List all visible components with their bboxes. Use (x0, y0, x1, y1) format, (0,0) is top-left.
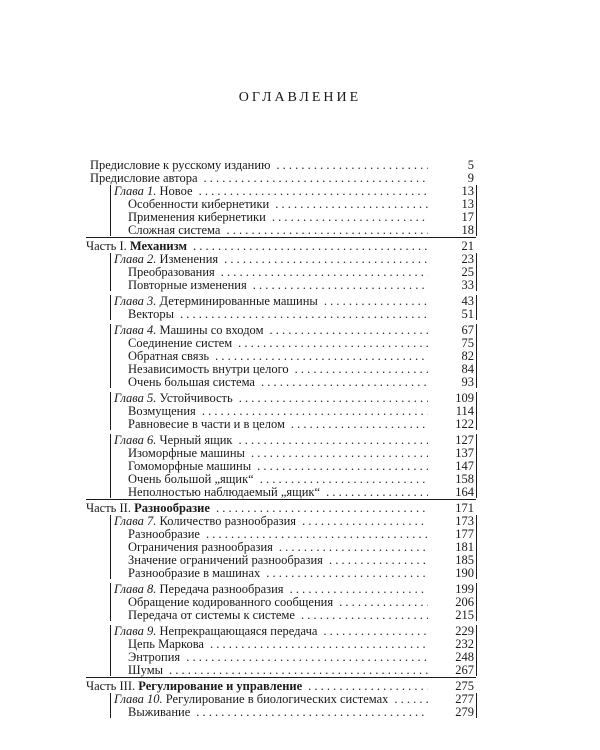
toc-entry-title: Предисловие к русскому изданию (90, 158, 271, 172)
chapter-group-bar (110, 295, 111, 320)
toc-page-number: 171 (455, 501, 474, 515)
toc-entry-title: Особенности кибернетики (128, 197, 270, 211)
toc-page-number: 190 (455, 566, 474, 580)
toc-page-number: 185 (455, 553, 474, 567)
toc-entry-title: Непрекращающаяся передача (159, 624, 318, 638)
dot-leader (291, 417, 428, 432)
toc-entry-title: Устойчивость (159, 391, 233, 405)
toc-entry-title: Предисловие автора (90, 171, 198, 185)
toc-entry-title: Изменения (159, 252, 219, 266)
toc-page-number: 33 (461, 278, 474, 292)
toc-entry-title: Разнообразие в машинах (128, 566, 261, 580)
toc-page-number: 9 (467, 171, 474, 185)
toc-entry-label (128, 307, 174, 322)
chapter-group-bar (476, 253, 477, 291)
toc-entry-title: Механизм (129, 239, 187, 253)
toc-page-number: 158 (455, 472, 474, 486)
toc-entry-title: Неполностью наблюдаемый „ящик“ (128, 485, 321, 499)
toc-entry-prefix: Часть I. (86, 239, 127, 253)
toc-page-number: 229 (455, 624, 474, 638)
toc-entry-section[interactable] (0, 223, 600, 238)
toc-entry-prefix: Глава 7. (114, 514, 157, 528)
toc-entry-label (128, 566, 260, 581)
toc-entry-label (128, 223, 220, 238)
toc-page-number: 13 (461, 184, 474, 198)
toc-page-number: 248 (455, 650, 474, 664)
toc-entry-title: Гомоморфные машины (128, 459, 252, 473)
toc-entry-title: Регулирование в биологических системах (165, 692, 389, 706)
toc-page-number: 43 (461, 294, 474, 308)
toc-entry-title: Возмущения (128, 404, 196, 418)
toc-page-number: 164 (455, 485, 474, 499)
chapter-group-bar (110, 434, 111, 498)
toc-entry-label (128, 278, 247, 293)
toc-page-number: 93 (461, 375, 474, 389)
part-divider (86, 499, 476, 500)
toc-entry-section[interactable] (0, 705, 600, 720)
toc-page-number: 51 (461, 307, 474, 321)
dot-leader (326, 485, 428, 500)
toc-entry-label (128, 608, 295, 623)
toc-entry-title: Равновесие в части и в целом (128, 417, 285, 431)
toc-page-number: 23 (461, 252, 474, 266)
chapter-group-bar (110, 392, 111, 430)
chapter-group-bar (110, 324, 111, 388)
toc-entry-title: Повторные изменения (128, 278, 247, 292)
toc-entry-title: Преобразования (128, 265, 215, 279)
toc-page-number: 279 (455, 705, 474, 719)
toc-page-number: 199 (455, 582, 474, 596)
toc-entry-title: Шумы (128, 663, 164, 677)
dot-leader (261, 375, 428, 390)
toc-entry-prefix: Глава 3. (114, 294, 157, 308)
page-title: ОГЛАВЛЕНИЕ (238, 90, 362, 105)
toc-entry-prefix: Глава 1. (114, 184, 157, 198)
toc-entry-prefix: Часть II. (86, 501, 131, 515)
chapter-group-bar (476, 515, 477, 579)
toc-entry-title: Разнообразие (128, 527, 200, 541)
toc-entry-title: Векторы (128, 307, 174, 321)
toc-entry-prefix: Глава 9. (114, 624, 157, 638)
chapter-group-bar (476, 324, 477, 388)
toc-page-number: 67 (461, 323, 474, 337)
toc-entry-prefix: Глава 4. (114, 323, 157, 337)
toc-entry-title: Новое (159, 184, 193, 198)
toc-page-number: 21 (461, 239, 474, 253)
toc-page-number: 82 (461, 349, 474, 363)
toc-page-number: 147 (455, 459, 474, 473)
chapter-group-bar (110, 515, 111, 579)
toc-page-number: 215 (455, 608, 474, 622)
toc-entry-title: Передача от системы к системе (128, 608, 295, 622)
chapter-group-bar (110, 625, 111, 676)
toc-entry-section[interactable] (0, 417, 600, 432)
chapter-group-bar (476, 625, 477, 676)
toc-page-number: 18 (461, 223, 474, 237)
toc-page-number: 17 (461, 210, 474, 224)
toc-entry-label (128, 375, 255, 390)
dot-leader (226, 223, 428, 238)
toc-page-number: 109 (455, 391, 474, 405)
part-divider (86, 677, 476, 678)
dot-leader (169, 663, 428, 678)
toc-entry-section[interactable] (0, 485, 600, 500)
toc-page-number: 275 (455, 679, 474, 693)
chapter-group-bar (476, 583, 477, 621)
toc-entry-title: Выживание (128, 705, 191, 719)
toc-page-number: 177 (455, 527, 474, 541)
chapter-group-bar (476, 392, 477, 430)
toc-entry-title: Количество разнообразия (159, 514, 297, 528)
toc-page-number: 137 (455, 446, 474, 460)
dot-leader (196, 705, 428, 720)
toc-page-number: 114 (455, 404, 474, 418)
toc-page-number: 232 (455, 637, 474, 651)
toc-entry-label (128, 705, 190, 720)
toc-entry-section[interactable] (0, 566, 600, 581)
toc-entry-section[interactable] (0, 663, 600, 678)
toc-entry-title: Разнообразие (134, 501, 210, 515)
toc-page-number: 173 (455, 514, 474, 528)
toc-page-number: 122 (455, 417, 474, 431)
toc-entry-title: Регулирование и управление (138, 679, 303, 693)
chapter-group-bar (110, 583, 111, 621)
toc-entry-section[interactable] (0, 307, 600, 322)
toc-page-number: 181 (455, 540, 474, 554)
part-divider (86, 237, 476, 238)
toc-entry-prefix: Глава 8. (114, 582, 157, 596)
toc-entry-title: Ограничения разнообразия (128, 540, 273, 554)
toc-entry-title: Очень большая система (128, 375, 255, 389)
toc-page-number: 13 (461, 197, 474, 211)
chapter-group-bar (110, 253, 111, 291)
toc-entry-title: Детерминированные машины (159, 294, 318, 308)
toc-entry-title: Цепь Маркова (128, 637, 204, 651)
dot-leader (266, 566, 428, 581)
chapter-group-bar (476, 693, 477, 718)
toc-page-number: 127 (455, 433, 474, 447)
toc-entry-title: Передача разнообразия (159, 582, 284, 596)
toc-entry-title: Соединение систем (128, 336, 233, 350)
toc-entry-title: Значение ограничений разнообразия (128, 553, 323, 567)
toc-entry-section[interactable] (0, 608, 600, 623)
toc-entry-prefix: Часть III. (86, 679, 136, 693)
toc-page-number: 267 (455, 663, 474, 677)
toc-entry-title: Машины со входом (159, 323, 264, 337)
toc-entry-prefix: Глава 5. (114, 391, 157, 405)
toc-entry-section[interactable] (0, 278, 600, 293)
toc-entry-prefix: Глава 2. (114, 252, 157, 266)
toc-page-number: 5 (467, 158, 474, 172)
toc-page-number: 84 (461, 362, 474, 376)
toc-page-number: 25 (461, 265, 474, 279)
toc-entry-prefix: Глава 6. (114, 433, 157, 447)
chapter-group-bar (110, 185, 111, 236)
toc-entry-title: Очень большой „ящик“ (128, 472, 254, 486)
toc-entry-title: Применения кибернетики (128, 210, 266, 224)
chapter-group-bar (110, 693, 111, 718)
toc-entry-title: Независимость внутри целого (128, 362, 289, 376)
toc-entry-label (128, 417, 285, 432)
toc-entry-label (128, 663, 163, 678)
toc-entry-title: Энтропия (128, 650, 181, 664)
chapter-group-bar (476, 295, 477, 320)
toc-entry-title: Сложная система (128, 223, 221, 237)
toc-entry-title: Изоморфные машины (128, 446, 245, 460)
toc-page-number: 206 (455, 595, 474, 609)
chapter-group-bar (476, 434, 477, 498)
toc-entry-section[interactable] (0, 375, 600, 390)
chapter-group-bar (476, 185, 477, 236)
toc-entry-title: Обращение кодированного сообщения (128, 595, 334, 609)
toc-entry-title: Черный ящик (159, 433, 233, 447)
toc-entry-label (128, 485, 320, 500)
dot-leader (180, 307, 428, 322)
toc-entry-title: Обратная связь (128, 349, 210, 363)
toc-page-number: 277 (455, 692, 474, 706)
dot-leader (253, 278, 428, 293)
toc-page-number: 75 (461, 336, 474, 350)
toc-entry-prefix: Глава 10. (114, 692, 163, 706)
dot-leader (301, 608, 428, 623)
